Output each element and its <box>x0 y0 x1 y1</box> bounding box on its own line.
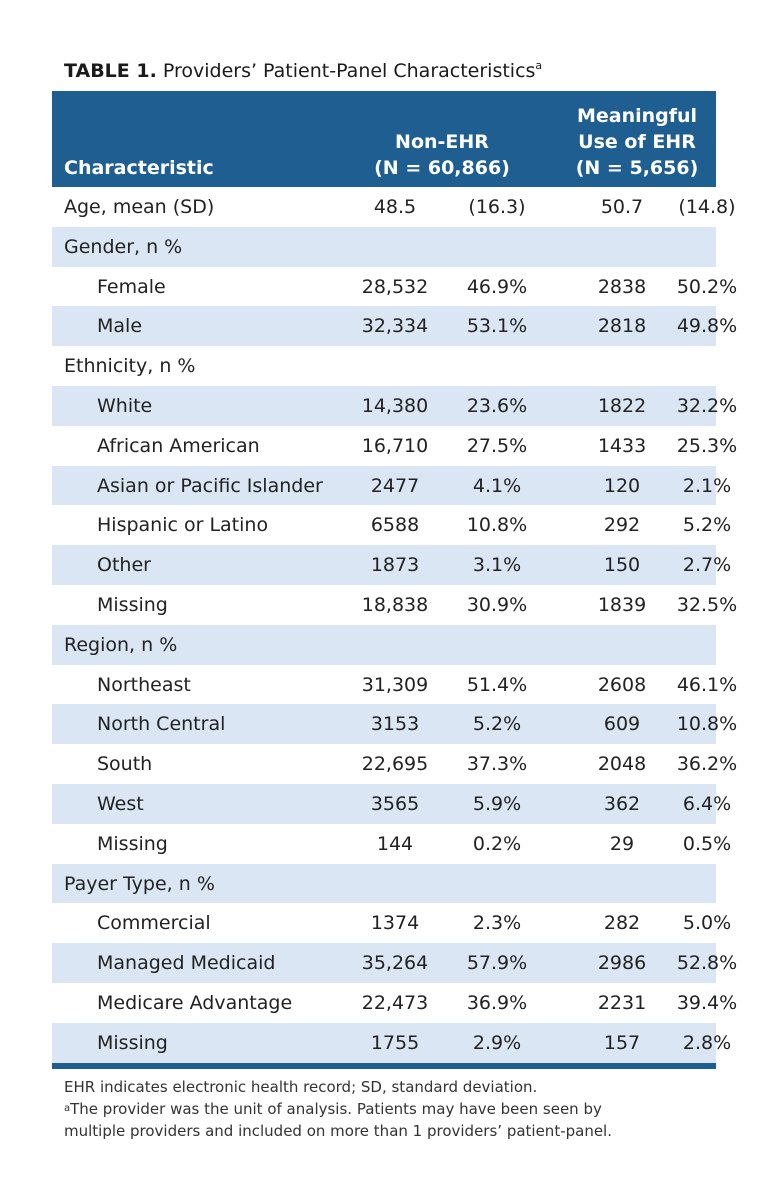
table-row <box>52 545 732 585</box>
table-row <box>52 386 738 426</box>
non-ehr-pct-cell: 3.1% <box>472 554 522 577</box>
row-label: Hispanic or Latino <box>97 514 269 537</box>
non-ehr-pct-cell: 51.4% <box>466 673 528 696</box>
non-ehr-n-cell: 1755 <box>370 1031 420 1054</box>
row-label: Female <box>97 275 166 298</box>
non-ehr-pct-cell: 10.8% <box>466 514 528 537</box>
table-footnotes <box>64 1076 612 1142</box>
non-ehr-pct-cell: 27.5% <box>466 434 528 457</box>
header-non-ehr-n: (N = 60,866) <box>374 157 510 179</box>
table-row <box>52 187 736 227</box>
non-ehr-pct-cell <box>452 625 542 665</box>
ehr-n-cell: 29 <box>609 832 635 855</box>
row-label: Male <box>97 315 143 338</box>
non-ehr-pct-cell: 57.9% <box>466 952 528 975</box>
non-ehr-n-cell <box>352 227 438 267</box>
header-meaningful-use-line1: Meaningful <box>576 105 698 127</box>
ehr-n-cell: 50.7 <box>600 196 644 218</box>
row-label: Age, mean (SD) <box>64 196 215 218</box>
ehr-n-cell <box>587 346 657 386</box>
ehr-n-cell: 157 <box>603 1031 641 1054</box>
ehr-pct-cell: 10.8% <box>676 713 738 736</box>
table-body <box>52 187 738 1063</box>
non-ehr-pct-cell: 5.9% <box>472 792 522 815</box>
table-row <box>52 1023 732 1063</box>
ehr-pct-cell: 25.3% <box>676 434 738 457</box>
footnote-abbreviations: EHR indicates electronic health record; SD, standard deviation. <box>64 1078 538 1096</box>
ehr-n-cell: 2231 <box>597 991 647 1014</box>
footnote-a <box>64 1098 612 1120</box>
table-row <box>52 665 738 705</box>
ehr-n-cell <box>587 227 657 267</box>
ehr-pct-cell: 52.8% <box>676 952 738 975</box>
ehr-n-cell: 150 <box>603 554 641 577</box>
footnote-a-mark: a <box>64 1103 71 1114</box>
footnote-a-text-1: The provider was the unit of analysis. Patients may have been seen by <box>70 1100 602 1118</box>
non-ehr-pct-cell: 30.9% <box>466 593 528 616</box>
non-ehr-pct-cell: 2.9% <box>472 1031 522 1054</box>
ehr-pct-cell <box>667 346 747 386</box>
table-section-row <box>52 625 716 665</box>
non-ehr-n-cell: 31,309 <box>361 673 429 696</box>
ehr-pct-cell: (14.8) <box>678 196 736 218</box>
non-ehr-n-cell: 1873 <box>370 554 420 577</box>
row-label: Region, n % <box>64 633 178 656</box>
table-row <box>52 466 732 506</box>
table-row <box>52 824 732 864</box>
row-label: Missing <box>97 832 168 855</box>
ehr-n-cell: 2838 <box>597 275 647 298</box>
ehr-pct-cell <box>667 625 747 665</box>
non-ehr-n-cell: 3153 <box>370 713 420 736</box>
ehr-pct-cell: 49.8% <box>676 315 738 338</box>
non-ehr-n-cell: 28,532 <box>361 275 429 298</box>
table-section-row <box>52 346 716 386</box>
characteristics-table <box>52 91 738 1069</box>
non-ehr-n-cell <box>352 864 438 904</box>
non-ehr-n-cell <box>352 346 438 386</box>
ehr-n-cell: 2986 <box>597 952 647 975</box>
row-label: Payer Type, n % <box>64 872 215 895</box>
ehr-pct-cell: 36.2% <box>676 753 738 776</box>
ehr-pct-cell: 46.1% <box>676 673 738 696</box>
ehr-pct-cell: 5.2% <box>682 514 732 537</box>
non-ehr-n-cell: 48.5 <box>373 196 417 218</box>
row-label: Northeast <box>97 673 191 696</box>
row-label: Asian or Pacific Islander <box>97 474 323 497</box>
ehr-n-cell: 609 <box>603 713 641 736</box>
row-label: South <box>97 753 153 776</box>
ehr-n-cell: 362 <box>603 792 641 815</box>
non-ehr-n-cell: 22,695 <box>361 753 429 776</box>
non-ehr-pct-cell: 5.2% <box>472 713 522 736</box>
non-ehr-pct-cell: 36.9% <box>466 991 528 1014</box>
non-ehr-n-cell: 16,710 <box>361 434 429 457</box>
header-non-ehr-title: Non-EHR <box>395 131 489 153</box>
non-ehr-pct-cell: 37.3% <box>466 753 528 776</box>
row-label: Managed Medicaid <box>97 952 276 975</box>
non-ehr-pct-cell: 0.2% <box>472 832 522 855</box>
ehr-pct-cell: 32.5% <box>676 593 738 616</box>
ehr-n-cell: 282 <box>603 912 641 935</box>
table-title: Providers’ Patient-Panel Characteristics <box>156 60 536 82</box>
non-ehr-n-cell: 2477 <box>370 474 420 497</box>
row-label: African American <box>97 434 260 457</box>
ehr-n-cell: 1433 <box>597 434 647 457</box>
row-label: Missing <box>97 1031 168 1054</box>
non-ehr-n-cell: 18,838 <box>361 593 429 616</box>
table-row <box>52 983 738 1023</box>
ehr-n-cell: 2048 <box>597 753 647 776</box>
non-ehr-n-cell <box>352 625 438 665</box>
header-meaningful-use-line2: Use of EHR <box>578 131 696 153</box>
non-ehr-pct-cell <box>452 346 542 386</box>
table-row <box>52 585 738 625</box>
table-caption <box>64 60 542 82</box>
ehr-n-cell: 1822 <box>597 394 647 417</box>
row-label: Other <box>97 554 151 577</box>
row-label: North Central <box>97 713 226 736</box>
table-row <box>52 943 738 983</box>
table-section-row <box>52 227 716 267</box>
row-label: Medicare Advantage <box>97 991 293 1014</box>
ehr-pct-cell: 6.4% <box>682 792 732 815</box>
table-row <box>52 267 738 307</box>
row-label: Commercial <box>97 912 211 935</box>
table-row <box>52 426 738 466</box>
non-ehr-pct-cell: 23.6% <box>466 394 528 417</box>
ehr-pct-cell: 50.2% <box>676 275 738 298</box>
table-row <box>52 784 732 824</box>
header-meaningful-use <box>562 103 712 181</box>
non-ehr-pct-cell: 46.9% <box>466 275 528 298</box>
non-ehr-pct-cell: 53.1% <box>466 315 528 338</box>
non-ehr-n-cell: 35,264 <box>361 952 429 975</box>
header-meaningful-use-n: (N = 5,656) <box>575 157 699 179</box>
ehr-pct-cell <box>667 227 747 267</box>
non-ehr-pct-cell <box>452 864 542 904</box>
ehr-n-cell: 292 <box>603 514 641 537</box>
table-row <box>52 744 738 784</box>
non-ehr-n-cell: 144 <box>376 832 414 855</box>
row-label: West <box>97 792 144 815</box>
ehr-pct-cell: 5.0% <box>682 912 732 935</box>
ehr-n-cell <box>587 625 657 665</box>
footnote-a-text-2: multiple providers and included on more than 1 providers’ patient-panel. <box>64 1122 612 1140</box>
non-ehr-n-cell: 14,380 <box>361 394 429 417</box>
non-ehr-n-cell: 6588 <box>370 514 420 537</box>
row-label: Gender, n % <box>64 235 183 258</box>
non-ehr-n-cell: 22,473 <box>361 991 429 1014</box>
non-ehr-pct-cell: 4.1% <box>472 474 522 497</box>
ehr-pct-cell: 32.2% <box>676 394 738 417</box>
non-ehr-n-cell: 3565 <box>370 792 420 815</box>
table-bottom-rule <box>52 1063 716 1069</box>
caption-footnote-mark: a <box>535 59 543 72</box>
ehr-n-cell: 120 <box>603 474 641 497</box>
non-ehr-pct-cell <box>452 227 542 267</box>
ehr-pct-cell: 2.1% <box>682 474 732 497</box>
ehr-n-cell: 1839 <box>597 593 647 616</box>
ehr-pct-cell <box>667 864 747 904</box>
ehr-pct-cell: 2.8% <box>682 1031 732 1054</box>
table-row <box>52 306 738 346</box>
non-ehr-n-cell: 1374 <box>370 912 420 935</box>
non-ehr-pct-cell: 2.3% <box>472 912 522 935</box>
table-row <box>52 505 732 545</box>
table-row <box>52 704 738 744</box>
table-number: TABLE 1. <box>64 60 157 82</box>
row-label: White <box>97 394 153 417</box>
non-ehr-pct-cell: (16.3) <box>468 196 526 218</box>
ehr-n-cell: 2818 <box>597 315 647 338</box>
non-ehr-n-cell: 32,334 <box>361 315 429 338</box>
row-label: Missing <box>97 593 168 616</box>
ehr-pct-cell: 39.4% <box>676 991 738 1014</box>
table-header <box>52 91 716 187</box>
ehr-n-cell: 2608 <box>597 673 647 696</box>
ehr-pct-cell: 2.7% <box>682 554 732 577</box>
header-characteristic: Characteristic <box>64 157 214 179</box>
ehr-n-cell <box>587 864 657 904</box>
header-non-ehr <box>352 129 532 181</box>
ehr-pct-cell: 0.5% <box>682 832 732 855</box>
table-section-row <box>52 864 716 904</box>
table-row <box>52 903 732 943</box>
row-label: Ethnicity, n % <box>64 355 196 378</box>
